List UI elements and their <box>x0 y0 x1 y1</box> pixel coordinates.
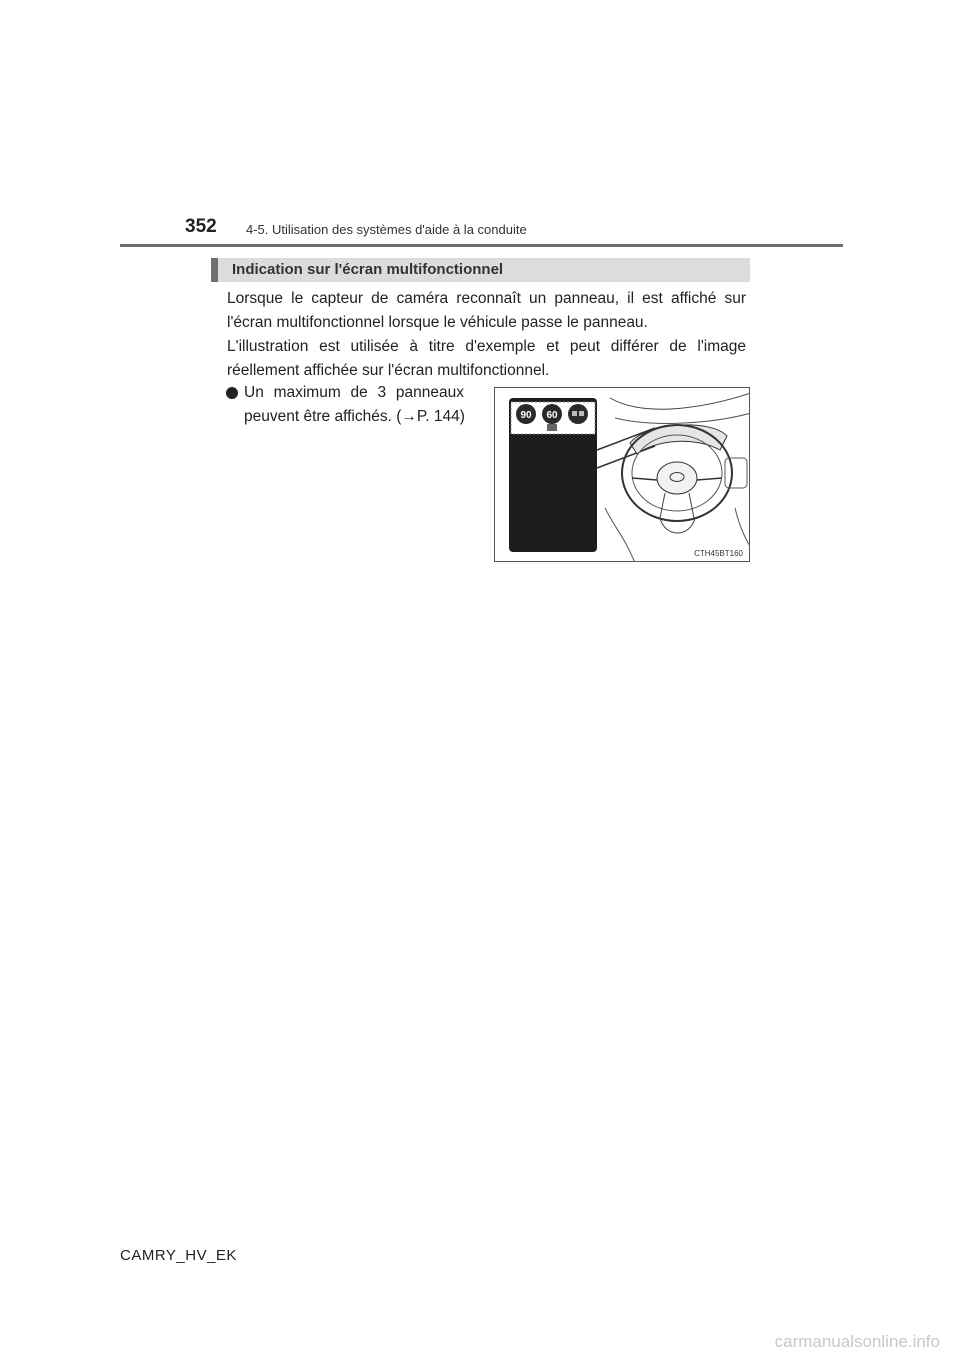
sign-90-label: 90 <box>520 410 532 421</box>
figure-code: CTH45BT160 <box>694 549 743 558</box>
bullet-text-line-1: Un maximum de 3 panneaux <box>244 384 464 401</box>
heading-text: Indication sur l'écran multifonctionnel <box>232 261 504 278</box>
footer-model: CAMRY_HV_EK <box>120 1247 237 1264</box>
paragraph-2: L'illustration est utilisée à titre d'exemple et peut différer de l'image réellement affichée sur l'écran multifonctionnel. <box>227 338 746 379</box>
dashboard-illustration <box>494 387 750 562</box>
sign-60-label: 60 <box>546 410 558 421</box>
heading-bar <box>211 258 750 282</box>
steering-hub <box>657 462 697 494</box>
bullet-icon <box>226 387 238 399</box>
dashboard-outline <box>610 393 750 409</box>
paragraph-1: Lorsque le capteur de caméra reconnaît un panneau, il est affiché sur l'écran multifonctionnel lorsque le véhicule passe le panneau. <box>227 290 746 331</box>
header-rule <box>120 244 843 247</box>
watermark: carmanualsonline.info <box>774 1332 940 1351</box>
section-title: 4-5. Utilisation des systèmes d'aide à la conduite <box>246 222 527 237</box>
bullet-text-line-2: peuvent être affichés. (→P. 144) <box>244 408 465 425</box>
dashboard-drawing <box>495 388 750 562</box>
sub-sign-icon <box>547 424 557 431</box>
no-overtaking-icon <box>568 404 588 424</box>
page-number: 352 <box>185 216 217 237</box>
